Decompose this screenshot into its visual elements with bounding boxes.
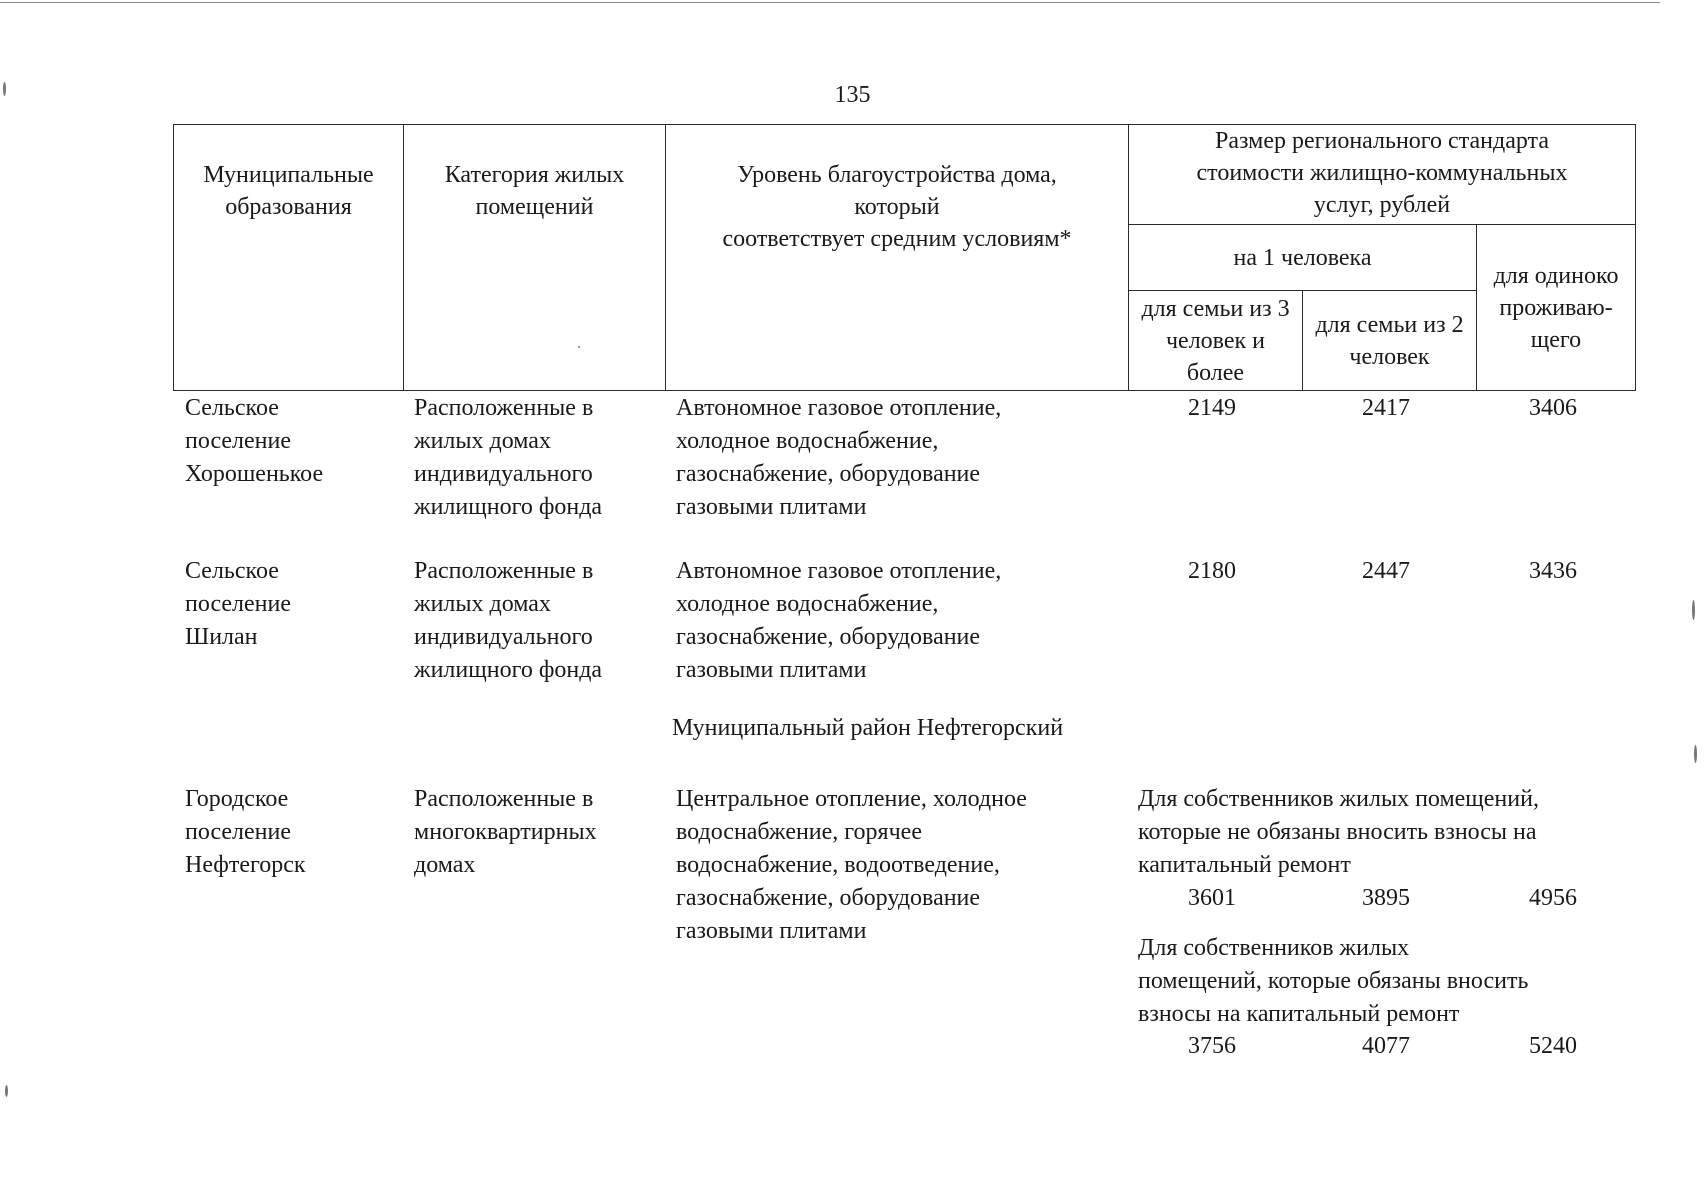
scan-edge-line (0, 2, 1660, 3)
text-line: помещений, которые обязаны вносить (1138, 968, 1529, 994)
value-family-3: 3601 (1188, 885, 1236, 911)
header-level (666, 125, 1129, 391)
note-no-capital-repair (1138, 783, 1539, 882)
category-cell (414, 555, 602, 687)
text-line: Для собственников жилых (1138, 935, 1410, 961)
value-family-2: 3895 (1362, 885, 1410, 911)
header-per-person: на 1 человека (1129, 225, 1477, 291)
category-cell (414, 783, 597, 882)
value-single: 5240 (1529, 1033, 1577, 1059)
level-cell (676, 392, 1001, 524)
text-line: газоснабжение, оборудование (676, 461, 981, 487)
text-line: капитальный ремонт (1138, 852, 1351, 878)
text-line: газоснабжение, оборудование (676, 624, 981, 650)
municipality-cell (185, 392, 323, 491)
text-line: газовыми плитами (676, 657, 867, 683)
header-single: для одиноко проживаю-щего (1477, 225, 1636, 391)
value-family-2: 2417 (1362, 395, 1410, 421)
scan-speck (578, 346, 580, 348)
level-cell (676, 555, 1001, 687)
text-line: жилищного фонда (414, 494, 603, 520)
note-capital-repair (1138, 932, 1528, 1031)
text-line: Городское (185, 786, 289, 812)
text-line: Сельское (185, 558, 279, 584)
value-family-3: 3756 (1188, 1033, 1236, 1059)
header-level-line1: Уровень благоустройства дома, который (737, 162, 1057, 220)
text-line: жилых домах (414, 428, 551, 454)
header-family-2: для семьи из 2 человек (1303, 291, 1477, 391)
text-line: Шилан (185, 624, 258, 650)
text-line: жилых домах (414, 591, 551, 617)
text-line: которые не обязаны вносить взносы на (1138, 819, 1537, 845)
scan-speck (5, 1085, 8, 1097)
value-family-2: 2447 (1362, 558, 1410, 584)
text-line: поселение (185, 819, 292, 845)
text-line: Центральное отопление, холодное (676, 786, 1027, 812)
text-line: Расположенные в (414, 558, 594, 584)
text-line: Хорошенькое (185, 461, 324, 487)
level-cell (676, 783, 1027, 948)
scan-speck (1692, 600, 1695, 620)
value-single: 3436 (1529, 558, 1577, 584)
header-level-line2: соответствует средним условиям* (722, 226, 1072, 252)
value-family-3: 2180 (1188, 558, 1236, 584)
text-line: жилищного фонда (414, 657, 603, 683)
text-line: поселение (185, 428, 292, 454)
header-standard-size: Размер регионального стандарта стоимости жилищно-коммунальных услуг, рублей (1129, 125, 1636, 225)
value-family-3: 2149 (1188, 395, 1236, 421)
section-title-text: Муниципальный район Нефтегорский (671, 715, 1064, 741)
section-title (0, 715, 1705, 742)
table-header (173, 124, 1636, 391)
category-cell (414, 392, 602, 524)
municipality-cell (185, 555, 291, 654)
value-single: 3406 (1529, 395, 1577, 421)
text-line: Сельское (185, 395, 279, 421)
text-line: водоснабжение, водоотведение, (676, 852, 1000, 878)
text-line: водоснабжение, горячее (676, 819, 922, 845)
text-line: Расположенные в (414, 786, 594, 812)
text-line: холодное водоснабжение, (676, 591, 939, 617)
text-line: холодное водоснабжение, (676, 428, 939, 454)
header-family-3: для семьи из 3 человек и более (1129, 291, 1303, 391)
text-line: газоснабжение, оборудование (676, 885, 981, 911)
header-category: Категория жилых помещений (404, 125, 666, 391)
value-single: 4956 (1529, 885, 1577, 911)
municipality-cell (185, 783, 306, 882)
text-line: Для собственников жилых помещений, (1138, 786, 1539, 812)
text-line: многоквартирных (414, 819, 597, 845)
text-line: индивидуального (414, 461, 593, 487)
text-line: газовыми плитами (676, 918, 867, 944)
text-line: поселение (185, 591, 292, 617)
text-line: индивидуального (414, 624, 593, 650)
text-line: домах (414, 852, 476, 878)
value-family-2: 4077 (1362, 1033, 1410, 1059)
page-number: 135 (834, 82, 871, 108)
text-line: Нефтегорск (185, 852, 306, 878)
text-line: Автономное газовое отопление, (676, 558, 1002, 584)
scan-speck (1694, 745, 1697, 763)
header-municipality: Муниципальные образования (174, 125, 404, 391)
text-line: взносы на капитальный ремонт (1138, 1001, 1460, 1027)
text-line: газовыми плитами (676, 494, 867, 520)
scan-speck (3, 82, 6, 96)
text-line: Расположенные в (414, 395, 594, 421)
text-line: Автономное газовое отопление, (676, 395, 1002, 421)
